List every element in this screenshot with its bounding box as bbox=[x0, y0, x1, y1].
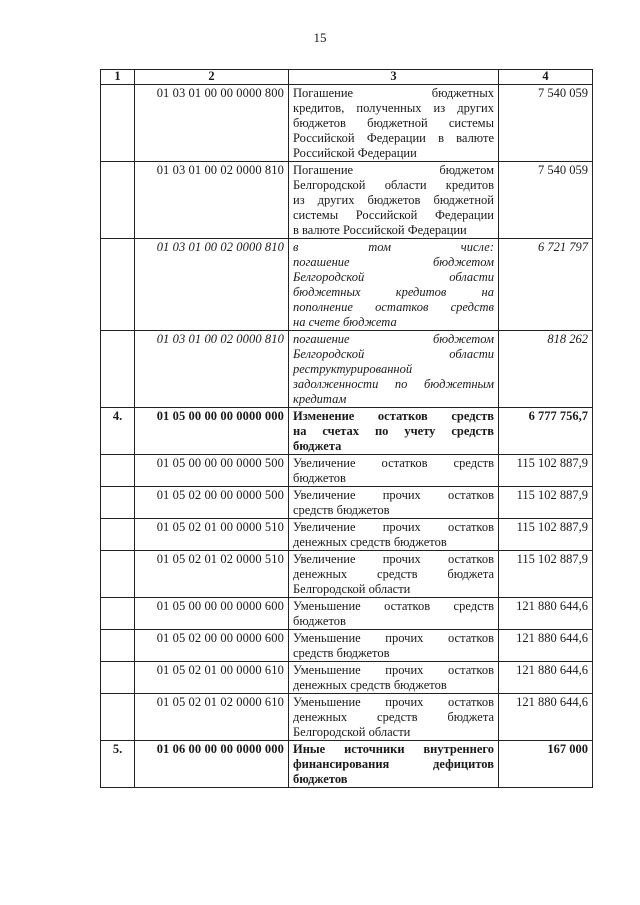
description-line: погашение бюджетом bbox=[293, 255, 494, 269]
header-col-1: 1 bbox=[101, 70, 135, 85]
budget-code: 01 05 00 00 00 0000 000 bbox=[135, 408, 289, 455]
description-line: Погашение бюджетом bbox=[293, 163, 494, 177]
table-row bbox=[101, 455, 593, 487]
description-line: средств бюджетов bbox=[293, 503, 390, 517]
description-line: денежных средств бюджета bbox=[293, 710, 494, 724]
row-number bbox=[101, 239, 135, 331]
description-line: Уменьшение остатков средств bbox=[293, 599, 494, 613]
source-description bbox=[289, 239, 499, 331]
amount-value: 121 880 644,6 bbox=[499, 630, 593, 662]
description-line: бюджетов bbox=[293, 471, 346, 485]
source-description bbox=[289, 455, 499, 487]
description-line: бюджетов бюджетной системы bbox=[293, 116, 494, 130]
source-description bbox=[289, 162, 499, 239]
description-line: Российской Федерации в валюте bbox=[293, 131, 494, 145]
description-line: Белгородской области bbox=[293, 270, 494, 284]
source-description bbox=[289, 598, 499, 630]
row-number bbox=[101, 487, 135, 519]
budget-code: 01 05 00 00 00 0000 600 bbox=[135, 598, 289, 630]
description-line: на счетах по учету средств bbox=[293, 424, 494, 438]
table-row bbox=[101, 741, 593, 788]
amount-value: 115 102 887,9 bbox=[499, 455, 593, 487]
row-number bbox=[101, 551, 135, 598]
description-line: погашение бюджетом bbox=[293, 332, 494, 346]
description-line: Погашение бюджетных bbox=[293, 86, 494, 100]
amount-value: 6 721 797 bbox=[499, 239, 593, 331]
table-row bbox=[101, 408, 593, 455]
source-description bbox=[289, 408, 499, 455]
table-row bbox=[101, 662, 593, 694]
row-number bbox=[101, 85, 135, 162]
source-description bbox=[289, 551, 499, 598]
description-line: финансирования дефицитов bbox=[293, 757, 494, 771]
description-line: денежных средств бюджета bbox=[293, 567, 494, 581]
budget-code: 01 05 02 00 00 0000 500 bbox=[135, 487, 289, 519]
budget-code: 01 05 02 00 00 0000 600 bbox=[135, 630, 289, 662]
source-description bbox=[289, 331, 499, 408]
description-line: Белгородской области bbox=[293, 347, 494, 361]
description-line: Изменение остатков средств bbox=[293, 409, 494, 423]
table-header-row bbox=[101, 70, 593, 85]
table-row bbox=[101, 630, 593, 662]
description-line: Уменьшение прочих остатков bbox=[293, 695, 494, 709]
amount-value: 115 102 887,9 bbox=[499, 551, 593, 598]
table-row bbox=[101, 331, 593, 408]
description-line: задолженности по бюджетным bbox=[293, 377, 494, 391]
table-row bbox=[101, 162, 593, 239]
budget-code: 01 05 00 00 00 0000 500 bbox=[135, 455, 289, 487]
table-row bbox=[101, 598, 593, 630]
row-number bbox=[101, 630, 135, 662]
description-line: денежных средств бюджетов bbox=[293, 535, 447, 549]
description-line: кредитам bbox=[293, 392, 347, 406]
table-row bbox=[101, 85, 593, 162]
budget-sources-table bbox=[100, 69, 593, 788]
amount-value: 6 777 756,7 bbox=[499, 408, 593, 455]
description-line: Белгородской области кредитов bbox=[293, 178, 494, 192]
budget-code: 01 03 01 00 02 0000 810 bbox=[135, 239, 289, 331]
budget-code: 01 05 02 01 02 0000 610 bbox=[135, 694, 289, 741]
budget-code: 01 05 02 01 00 0000 510 bbox=[135, 519, 289, 551]
row-number bbox=[101, 331, 135, 408]
table-row bbox=[101, 694, 593, 741]
source-description bbox=[289, 741, 499, 788]
description-line: кредитов, полученных из других bbox=[293, 101, 494, 115]
description-line: Белгородской области bbox=[293, 725, 411, 739]
source-description bbox=[289, 694, 499, 741]
row-number: 4. bbox=[101, 408, 135, 455]
budget-code: 01 03 01 00 02 0000 810 bbox=[135, 162, 289, 239]
row-number bbox=[101, 694, 135, 741]
description-line: Увеличение прочих остатков bbox=[293, 520, 494, 534]
row-number bbox=[101, 455, 135, 487]
description-line: бюджетов bbox=[293, 772, 348, 786]
description-line: пополнение остатков средств bbox=[293, 300, 494, 314]
table-body bbox=[101, 85, 593, 788]
description-line: Уменьшение прочих остатков bbox=[293, 631, 494, 645]
page-number: 15 bbox=[313, 30, 327, 45]
description-line: Увеличение прочих остатков bbox=[293, 488, 494, 502]
description-line: реструктурированной bbox=[293, 362, 413, 376]
amount-value: 167 000 bbox=[499, 741, 593, 788]
row-number: 5. bbox=[101, 741, 135, 788]
budget-code: 01 03 01 00 00 0000 800 bbox=[135, 85, 289, 162]
description-line: Уменьшение прочих остатков bbox=[293, 663, 494, 677]
source-description bbox=[289, 630, 499, 662]
amount-value: 115 102 887,9 bbox=[499, 487, 593, 519]
table-row bbox=[101, 519, 593, 551]
amount-value: 7 540 059 bbox=[499, 85, 593, 162]
description-line: Увеличение прочих остатков bbox=[293, 552, 494, 566]
description-line: Увеличение остатков средств bbox=[293, 456, 494, 470]
description-line: в том числе: bbox=[293, 240, 494, 254]
amount-value: 115 102 887,9 bbox=[499, 519, 593, 551]
description-line: Белгородской области bbox=[293, 582, 411, 596]
description-line: из других бюджетов бюджетной bbox=[293, 193, 494, 207]
description-line: бюджета bbox=[293, 439, 342, 453]
header-col-4: 4 bbox=[499, 70, 593, 85]
description-line: средств бюджетов bbox=[293, 646, 390, 660]
amount-value: 121 880 644,6 bbox=[499, 694, 593, 741]
table-row bbox=[101, 239, 593, 331]
header-col-3: 3 bbox=[289, 70, 499, 85]
description-line: денежных средств бюджетов bbox=[293, 678, 447, 692]
description-line: бюджетных кредитов на bbox=[293, 285, 494, 299]
source-description bbox=[289, 487, 499, 519]
row-number bbox=[101, 598, 135, 630]
amount-value: 7 540 059 bbox=[499, 162, 593, 239]
table-row bbox=[101, 551, 593, 598]
budget-code: 01 05 02 01 00 0000 610 bbox=[135, 662, 289, 694]
row-number bbox=[101, 519, 135, 551]
description-line: в валюте Российской Федерации bbox=[293, 223, 467, 237]
row-number bbox=[101, 162, 135, 239]
source-description bbox=[289, 85, 499, 162]
budget-code: 01 05 02 01 02 0000 510 bbox=[135, 551, 289, 598]
amount-value: 818 262 bbox=[499, 331, 593, 408]
budget-code: 01 06 00 00 00 0000 000 bbox=[135, 741, 289, 788]
row-number bbox=[101, 662, 135, 694]
budget-code: 01 03 01 00 02 0000 810 bbox=[135, 331, 289, 408]
source-description bbox=[289, 662, 499, 694]
description-line: системы Российской Федерации bbox=[293, 208, 494, 222]
description-line: Иные источники внутреннего bbox=[293, 742, 494, 756]
description-line: Российской Федерации bbox=[293, 146, 417, 160]
table-row bbox=[101, 487, 593, 519]
amount-value: 121 880 644,6 bbox=[499, 598, 593, 630]
source-description bbox=[289, 519, 499, 551]
description-line: бюджетов bbox=[293, 614, 346, 628]
header-col-2: 2 bbox=[135, 70, 289, 85]
amount-value: 121 880 644,6 bbox=[499, 662, 593, 694]
description-line: на счете бюджета bbox=[293, 315, 397, 329]
